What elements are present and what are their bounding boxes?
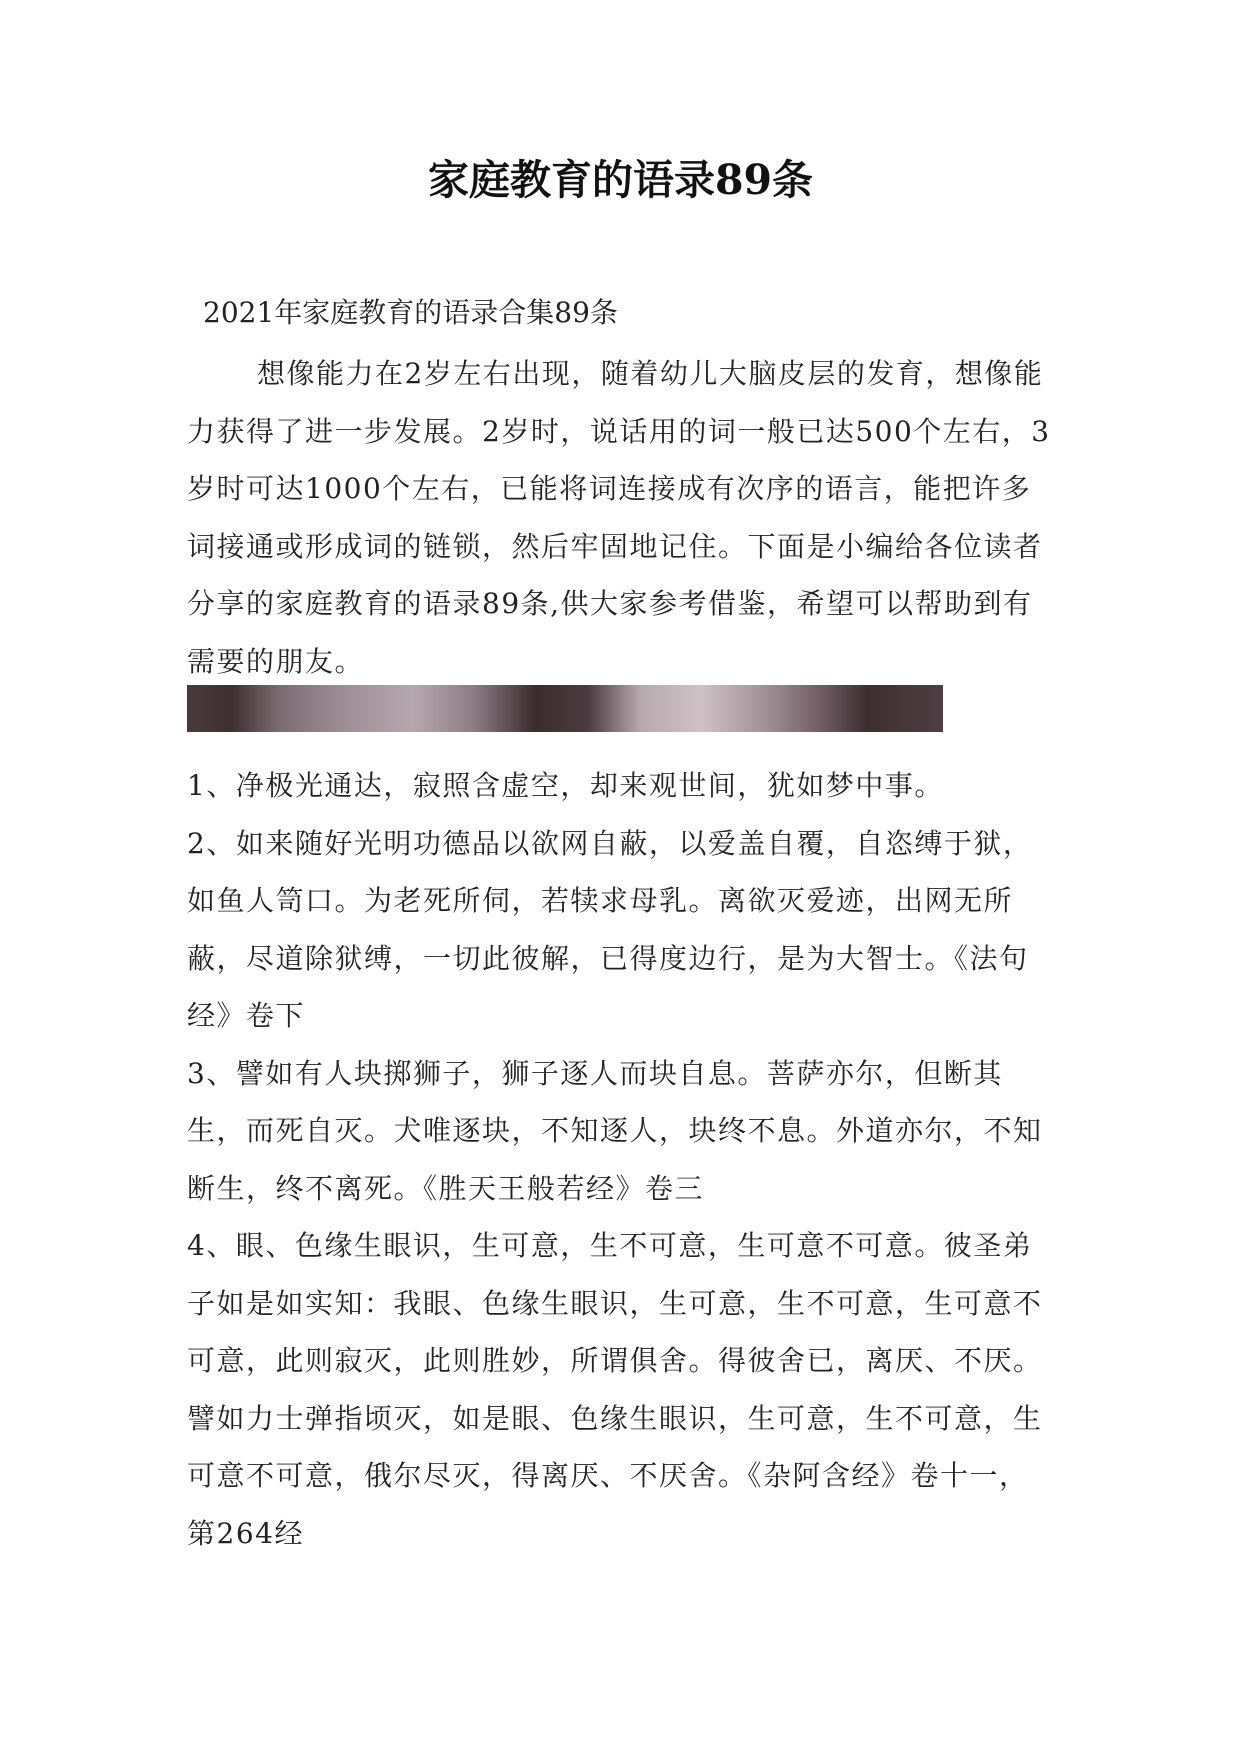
quote-item: 3、譬如有人块掷狮子，狮子逐人而块自息。菩萨亦尔，但断其生，而死自灭。犬唯逐块，不知逐人，块终不息。外道亦尔，不知断生，终不离死。《胜天王般若经》卷三 bbox=[187, 1056, 1043, 1205]
quote-item: 4、眼、色缘生眼识，生可意，生不可意，生可意不可意。彼圣弟子如是如实知：我眼、色缘生眼识，生可意，生不可意，生可意不可意，此则寂灭，此则胜妙，所谓俱舍。得彼舍已，离厌、不厌。譬如力士弹指顷灭，如是眼、色缘生眼识，生可意，生不可意，生可意不可意，俄尔尽灭，得离厌、不厌舍。《杂阿含经》卷十一，第264经 bbox=[187, 1229, 1043, 1550]
intro-paragraph: 想像能力在2岁左右出现，随着幼儿大脑皮层的发育，想像能力获得了进一步发展。2岁时，说话用的词一般已达500个左右，3岁时可达1000个左右，已能将词连接成有次序的语言，能把许多词接通或形成词的链锁，然后牢固地记住。下面是小编给各位读者分享的家庭教育的语录89条,供大家参考借鉴，希望可以帮助到有需要的朋友。 bbox=[187, 357, 1051, 678]
quote-item: 2、如来随好光明功德品以欲网自蔽，以爱盖自覆，自恣缚于狱，如鱼人笥口。为老死所伺，若犊求母乳。离欲灭爱迹，出网无所蔽，尽道除狱缚，一切此彼解，已得度边行，是为大智士。《法句经》卷下 bbox=[187, 826, 1033, 1032]
quote-list bbox=[187, 757, 1057, 1562]
banner-image bbox=[187, 685, 943, 732]
document-subtitle: 2021年家庭教育的语录合集89条 bbox=[203, 296, 618, 329]
quote-item: 1、净极光通达，寂照含虚空，却来观世间，犹如梦中事。 bbox=[187, 769, 944, 802]
page-title: 家庭教育的语录89条 bbox=[427, 156, 814, 204]
